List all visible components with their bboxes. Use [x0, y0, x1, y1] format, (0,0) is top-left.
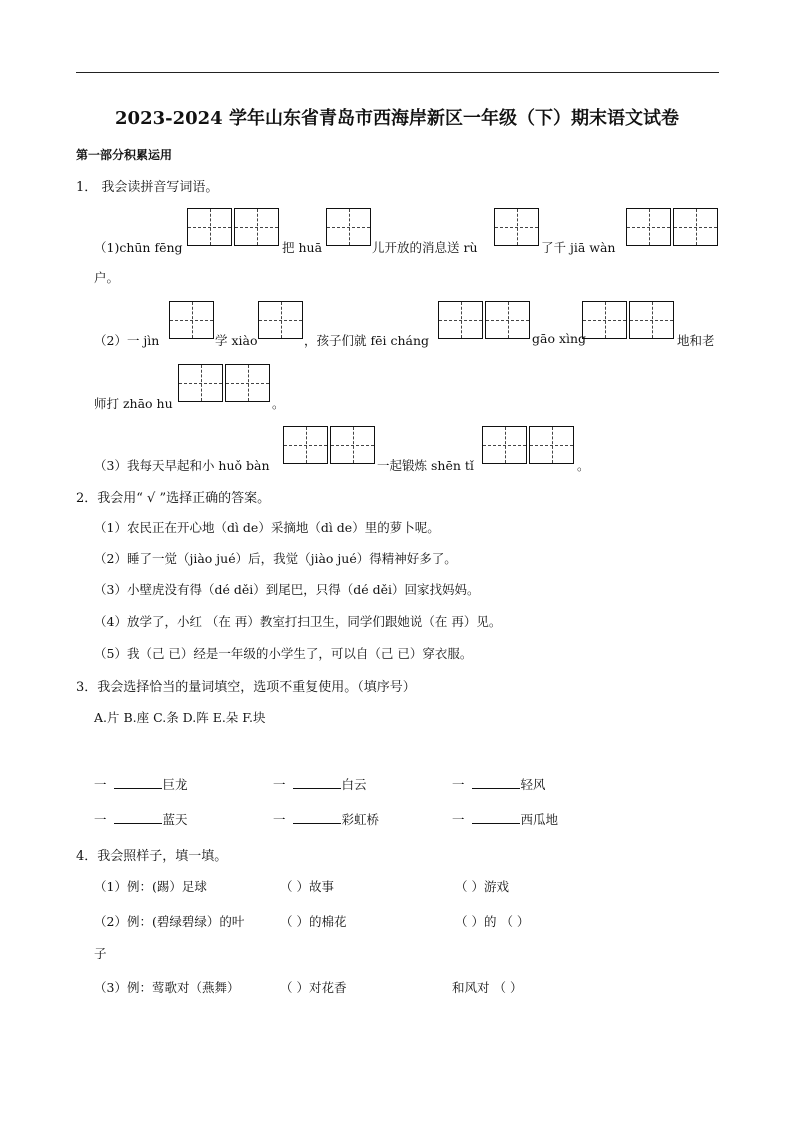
answer-box[interactable] [485, 301, 530, 339]
q3-fill-item: 一 蓝天 [94, 812, 188, 827]
q2-item-4: （4）放学了，小红 （在 再）教室打扫卫生，同学们跟她说（在 再）见。 [94, 614, 502, 629]
q2-item-1: （1）农民正在开心地（dì de）采摘地（dì de）里的萝卜呢。 [94, 520, 440, 535]
fill-blank[interactable] [472, 776, 520, 789]
q2-item-2: （2）睡了一觉（jiào jué）后，我觉（jiào jué）得精神好多了。 [94, 551, 457, 566]
q1-line3-text-c: 。 [577, 458, 590, 473]
q4-fill-5[interactable]: （ ）对花香 [280, 980, 347, 995]
answer-box[interactable] [187, 208, 232, 246]
q1-line3-text-a: （3）我每天早起和小 huǒ bàn [94, 458, 270, 473]
q1-line2-text-b: 学 xiào [215, 333, 258, 348]
q4-fill-1[interactable]: （ ）故事 [280, 879, 334, 894]
question-4-heading: 4．我会照样子，填一填。 [76, 849, 228, 864]
answer-box[interactable] [330, 426, 375, 464]
q4-fill-4[interactable]: （ ）的 （ ） [455, 914, 530, 929]
fill-blank[interactable] [114, 811, 162, 824]
q3-fill-item: 一 巨龙 [94, 777, 188, 792]
q1-line1-text-e: 户。 [94, 270, 120, 285]
q1-line3-text-b: 一起锻炼 shēn tǐ [377, 458, 474, 473]
q4-fill-2[interactable]: （ ）游戏 [455, 879, 509, 894]
top-rule [76, 72, 719, 73]
fill-blank[interactable] [114, 776, 162, 789]
section-heading: 第一部分积累运用 [76, 148, 173, 162]
q1-line1-text-c: 儿开放的消息送 rù [372, 240, 478, 255]
q1-line1-text-b: 把 huā [282, 240, 323, 255]
q1-line2-text-c: ，孩子们就 fēi cháng [304, 333, 430, 348]
q4-example-2: （2）例：(碧绿碧绿）的叶 [94, 914, 245, 929]
fill-blank[interactable] [472, 811, 520, 824]
q3-fill-item: 一 白云 [273, 777, 367, 792]
q2-item-3: （3）小壁虎没有得（dé děi）到尾巴，只得（dé děi）回家找妈妈。 [94, 582, 480, 597]
answer-box[interactable] [258, 301, 303, 339]
q1-line1-text-a: （1)chūn fēng [94, 240, 183, 255]
question-2-heading: 2．我会用“ √ ”选择正确的答案。 [76, 491, 271, 506]
answer-box[interactable] [283, 426, 328, 464]
answer-box[interactable] [629, 301, 674, 339]
q2-item-5: （5）我（己 已）经是一年级的小学生了，可以自（己 已）穿衣服。 [94, 646, 473, 661]
q1-line2-text-g: 。 [272, 396, 285, 411]
answer-box[interactable] [234, 208, 279, 246]
q1-line2-text-d: gāo xìng [532, 331, 587, 346]
question-3-heading: 3．我会选择恰当的量词填空，选项不重复使用。（填序号） [76, 680, 416, 695]
question-1-heading: 1． 我会读拼音写词语。 [76, 180, 219, 195]
q4-fill-6[interactable]: 和风对 （ ） [452, 980, 523, 995]
answer-box[interactable] [673, 208, 718, 246]
answer-box[interactable] [494, 208, 539, 246]
q1-line1-text-d: 了千 jiā wàn [541, 240, 616, 255]
q3-fill-item: 一 轻风 [452, 777, 546, 792]
q1-line2-text-e: 地和老 [677, 333, 715, 348]
q4-example-2-tail: 子 [94, 946, 107, 961]
answer-box[interactable] [178, 364, 223, 402]
q4-example-3: （3）例：莺歌对（燕舞） [94, 980, 240, 995]
answer-box[interactable] [438, 301, 483, 339]
q4-fill-3[interactable]: （ ）的棉花 [280, 914, 347, 929]
q1-line2-text-a: （2）一 jìn [94, 333, 160, 348]
q1-line2-text-f: 师打 zhāo hu [94, 396, 173, 411]
fill-blank[interactable] [293, 811, 341, 824]
q3-fill-item: 一 彩虹桥 [273, 812, 379, 827]
answer-box[interactable] [529, 426, 574, 464]
fill-blank[interactable] [293, 776, 341, 789]
answer-box[interactable] [169, 301, 214, 339]
answer-box[interactable] [482, 426, 527, 464]
q3-options: A.片 B.座 C.条 D.阵 E.朵 F.块 [94, 710, 266, 725]
answer-box[interactable] [626, 208, 671, 246]
answer-box[interactable] [582, 301, 627, 339]
answer-box[interactable] [225, 364, 270, 402]
page-title: 2023-2024 学年山东省青岛市西海岸新区一年级（下）期末语文试卷 [115, 108, 679, 129]
answer-box[interactable] [326, 208, 371, 246]
q4-example-1: （1）例：(踢）足球 [94, 879, 207, 894]
q3-fill-item: 一 西瓜地 [452, 812, 558, 827]
